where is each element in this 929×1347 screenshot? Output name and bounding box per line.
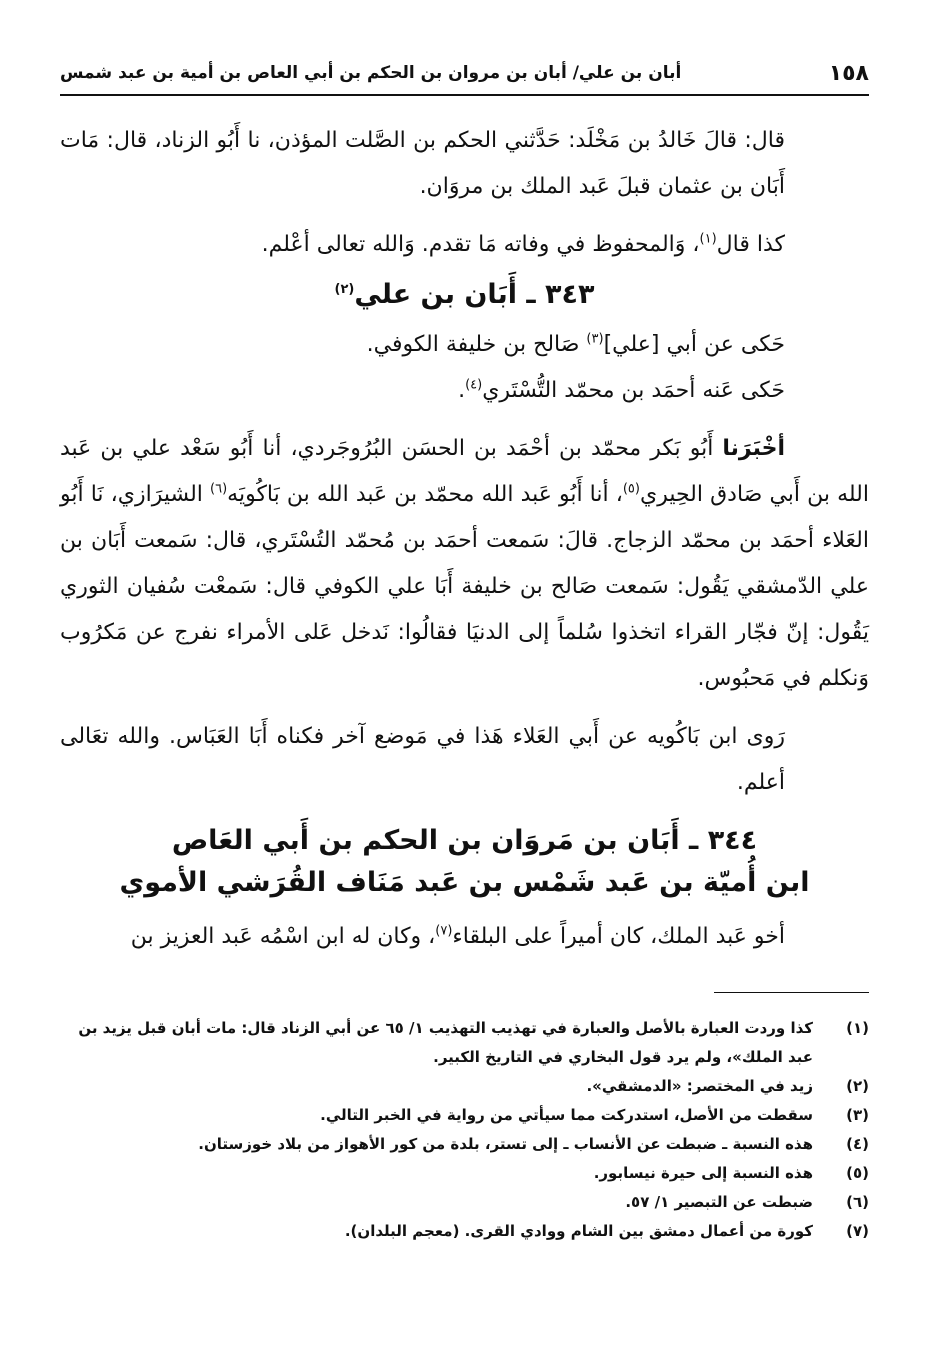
footnote-ref-1[interactable]: (١) (699, 231, 717, 247)
page-header (60, 52, 869, 96)
main-text (60, 118, 869, 960)
footnote-ref-2[interactable]: (٢) (334, 282, 355, 297)
paragraph-6: رَوى ابن بَاكُويه عن أَبي العَلاء هَذا في مَوضع آخر فكناه أَبَا العَبَاس. والله تعَالى أعلم. (60, 724, 785, 795)
entry-344-title-line-2: ابن أُميّة بن عَبد شَمْس بن عَبد مَنَاف القُرَشي الأموي (119, 867, 810, 898)
page-number: ١٥٨ (828, 60, 869, 86)
footnotes (60, 1014, 869, 1246)
footnote-ref-6[interactable]: (٦) (210, 481, 228, 497)
footnote-4: (٤) هذه النسبة ـ ضبطت عن الأنساب ـ إلى تستر، بلدة من كور الأهواز من بلاد خوزستان. (198, 1135, 869, 1153)
entry-343-title: ٣٤٣ ـ أَبَان بن علي$^{(٢)}$ (334, 279, 595, 310)
entry-344-title-line-1: ٣٤٤ ـ أَبَان بن مَروَان بن الحكم بن أَبي العَاص (171, 825, 758, 856)
footnote-ref-7[interactable]: (٧) (435, 923, 453, 939)
footnote-ref-4[interactable]: (٤) (465, 377, 483, 393)
paragraph-2: كذا قال$^{(١)}$، وَالمحفوظ في وفاته مَا تقدم. وَالله تعالى أعْلم. (261, 231, 785, 257)
footnote-7: (٧) كورة من أعمال دمشق بين الشام ووادي القرى. (معجم البلدان). (344, 1222, 869, 1240)
footnote-5: (٥) هذه النسبة إلى حيرة نيسابور. (593, 1164, 869, 1182)
paragraph-7: أخو عَبد الملك، كان أميراً على البلقاء$^{(٧)}$، وكان له ابن اسْمُه عَبد العزيز بن (130, 923, 785, 949)
akhbarana-keyword: أخْبَرَنا (722, 436, 785, 461)
running-title: أبان بن علي/ أبان بن مروان بن الحكم بن أبي العاص بن أمية بن عبد شمس (60, 63, 682, 83)
footnote-separator (714, 992, 869, 993)
footnote-1: (١) كذا وردت العبارة بالأصل والعبارة في تهذيب التهذيب ١/ ٦٥ عن أبي الزناد قال: مات أبان قبل يزيد بن عبد الملك»، ولم يرد قول البخاري في التاريخ الكبير. (78, 1019, 869, 1066)
paragraph-1: قال: قالَ خَالدُ بن مَخْلَد: حَدَّثني الحكم بن الصَّلت المؤذن، نا أَبُو الزناد، قال: مَات أَبَان بن عثمان قبلَ عَبد الملك بن مروَان. (60, 128, 785, 199)
footnote-ref-3[interactable]: (٣) (586, 331, 604, 347)
paragraph-5: أخْبَرَنا أَبُو بَكر محمّد بن أحْمَد بن الحسَن البُرُوجَردي، أنا أَبُو سَعْد علي بن عَبد الله بن أَبي صَادق الحِيري$^{(٥)}$، أنا أَبُو عَبد الله محمّد بن عَبد الله بن بَاكُويَه$^{(٦)}$ الشيرَازي، نَا أَبُو العَلاء أحمَد بن محمّد الزجاج. قالَ: سَمعت أحمَد بن مُحمّد التُسْتَري، قال: سَمعت أَبَان بن علي الدّمشقي يَقُول: سَمعت صَالح بن خليفة أَبَا علي الكوفي قال: سَمعْت سُفيان الثوري يَقُول: إنّ فجّار القراء اتخذوا سُلماً إلى الدنيَا فقالُوا: نَدخل عَلى الأمراء نفرج عن مَكرُوب وَنكلم في مَحبُوس. (60, 436, 870, 691)
footnote-3: (٣) سقطت من الأصل، استدركت مما سيأتي من رواية في الخبر التالي. (320, 1106, 869, 1124)
footnote-6: (٦) ضبطت عن التبصير ١/ ٥٧. (625, 1193, 869, 1211)
paragraph-3: حَكى عن أبي [علي]$^{(٣)}$ صَالح بن خليفة الكوفي. (366, 331, 785, 357)
footnote-2: (٢) زيد في المختصر: «الدمشقي». (586, 1077, 869, 1095)
entry-344-title (60, 820, 869, 904)
paragraph-4: حَكى عَنه أحمَد بن محمّد التُّسْتَري$^{(٤)}$. (458, 377, 785, 403)
footnote-ref-5[interactable]: (٥) (622, 481, 640, 497)
